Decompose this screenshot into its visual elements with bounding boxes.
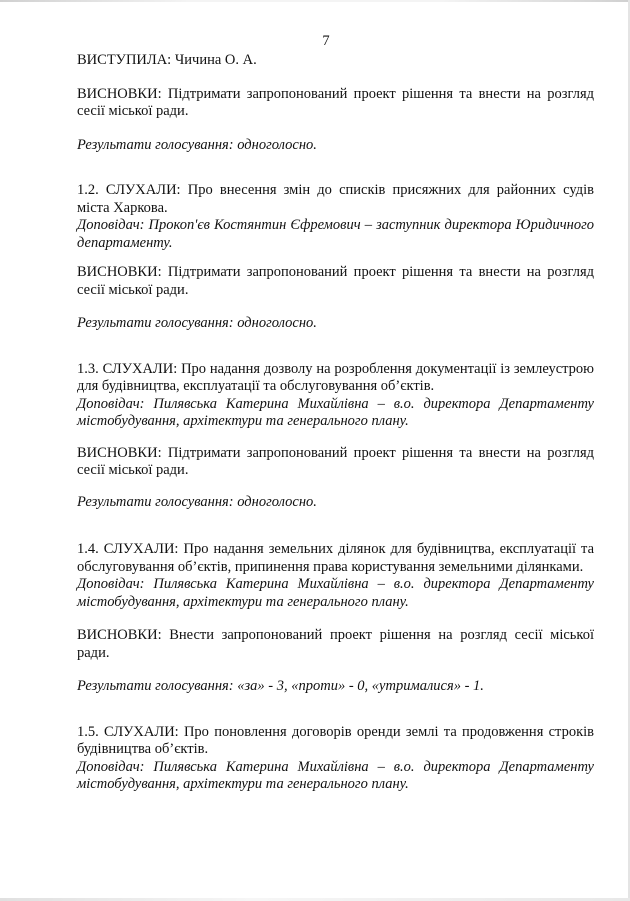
item-1-3-heard: 1.3. СЛУХАЛИ: Про надання дозволу на розроблення документації із землеустрою для будівництва, експлуатації та обслуговування об’єктів. <box>77 360 594 394</box>
item-1-2-vote-result: Результати голосування: одноголосно. <box>77 315 317 331</box>
item-1-4-conclusion: ВИСНОВКИ: Внести запропонований проект рішення на розгляд сесії міської ради. <box>77 627 594 661</box>
item-1-2-reporter: Доповідач: Прокоп'єв Костянтин Єфремович – заступник директора Юридичного департаменту. <box>77 217 594 251</box>
item-1-2-conclusion: ВИСНОВКИ: Підтримати запропонований проект рішення та внести на розгляд сесії міської ради. <box>77 264 594 298</box>
item-1-5-reporter: Доповідач: Пилявська Катерина Михайлівна – в.о. директора Департаменту містобудування, архітектури та генерального плану. <box>77 758 594 792</box>
document-body <box>77 52 594 794</box>
item-1-3-reporter: Доповідач: Пилявська Катерина Михайлівна – в.о. директора Департаменту містобудування, архітектури та генерального плану. <box>77 395 594 429</box>
item-1-4-heard: 1.4. СЛУХАЛИ: Про надання земельних ділянок для будівництва, експлуатації та обслуговування об’єктів, припинення права користування земельними ділянками. <box>77 541 594 575</box>
item-1-4-reporter: Доповідач: Пилявська Катерина Михайлівна – в.о. директора Департаменту містобудування, архітектури та генерального плану. <box>77 576 594 610</box>
item-1-2-heard: 1.2. СЛУХАЛИ: Про внесення змін до списків присяжних для районних судів міста Харкова. <box>77 182 594 216</box>
item-1-3-vote-result: Результати голосування: одноголосно. <box>77 493 317 510</box>
conclusion-paragraph: ВИСНОВКИ: Підтримати запропонований проект рішення та внести на розгляд сесії міської ради. <box>77 85 594 119</box>
vote-result: Результати голосування: одноголосно. <box>77 136 317 153</box>
speaker-line: ВИСТУПИЛА: Чичина О. А. <box>77 52 257 68</box>
item-1-4-vote-result: Результати голосування: «за» - 3, «проти» - 0, «утрималися» - 1. <box>77 678 484 694</box>
item-1-5-heard: 1.5. СЛУХАЛИ: Про поновлення договорів оренди землі та продовження строків будівництва об’єктів. <box>77 723 594 757</box>
page-number: 7 <box>322 33 330 49</box>
item-1-3-conclusion: ВИСНОВКИ: Підтримати запропонований проект рішення та внести на розгляд сесії міської ради. <box>77 444 594 478</box>
scan-edge-top <box>0 0 630 2</box>
